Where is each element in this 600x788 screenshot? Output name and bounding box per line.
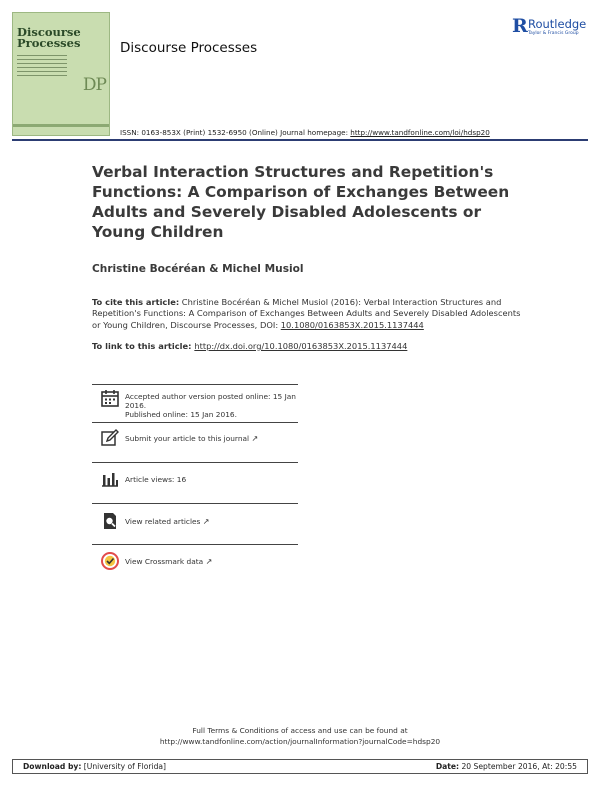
downloaded-by-label: Download by: — [23, 762, 82, 771]
submit-article-link[interactable]: Submit your article to this journal — [125, 434, 250, 443]
terms-line: Full Terms & Conditions of access and use can be found at — [192, 726, 408, 735]
journal-name: Discourse Processes — [120, 40, 258, 56]
cover-title-line1: Discourse — [17, 25, 81, 39]
related-articles-row[interactable] — [92, 511, 298, 537]
external-link-icon: ↗ — [205, 557, 213, 566]
cover-band — [13, 124, 109, 127]
bar-chart-icon — [100, 469, 120, 489]
info-separator — [92, 422, 298, 423]
submit-article-row[interactable] — [92, 428, 298, 454]
external-link-icon: ↗ — [251, 434, 259, 443]
published-date: Published online: 15 Jan 2016. — [125, 410, 237, 420]
related-articles-link[interactable]: View related articles — [125, 517, 201, 526]
cover-decoration — [17, 55, 67, 79]
cover-title — [17, 27, 81, 49]
article-link-block — [92, 341, 407, 351]
header-divider — [12, 139, 588, 141]
publication-dates — [92, 388, 298, 422]
citation-label: To cite this article: — [92, 297, 180, 307]
publisher-name: Routledge — [528, 17, 587, 31]
edit-icon — [100, 428, 120, 448]
download-info-box — [12, 759, 588, 774]
article-url-link[interactable]: http://dx.doi.org/10.1080/0163853X.2015.1137444 — [194, 341, 408, 351]
publisher-subtitle: Taylor & Francis Group — [528, 31, 579, 36]
issn-text: ISSN: 0163-853X (Print) 1532-6950 (Online) Journal homepage: — [120, 128, 351, 137]
calendar-icon — [100, 388, 120, 408]
link-label: To link to this article: — [92, 341, 195, 351]
terms-url-link[interactable]: http://www.tandfonline.com/action/journalInformation?journalCode=hdsp20 — [159, 736, 441, 746]
cover-title-line2: Processes — [17, 36, 81, 50]
doi-link[interactable]: 10.1080/0163853X.2015.1137444 — [280, 319, 424, 330]
download-date-label: Date: — [435, 762, 460, 771]
download-date-value: 20 September 2016, At: 20:55 — [459, 762, 577, 771]
download-date — [436, 762, 577, 771]
article-title: Verbal Interaction Structures and Repetition's Functions: A Comparison of Exchanges Between Adults and Severely Disabled Adolescents or Young Children — [92, 163, 510, 241]
crossmark-link[interactable]: View Crossmark data — [125, 557, 204, 566]
info-separator — [92, 462, 298, 463]
external-link-icon: ↗ — [202, 517, 210, 526]
info-separator — [92, 544, 298, 545]
citation-block — [92, 297, 522, 331]
issn-line — [120, 128, 490, 137]
downloaded-by-value: [University of Florida] — [81, 762, 167, 771]
citation-text: Christine Bocéréan & Michel Musiol (2016): Verbal Interaction Structures and Repetition's Functions: A Comparison of Exchanges Between Adults and Severely Disabled Adolescents or Young Children, Discourse Processes, DOI: — [92, 297, 521, 330]
info-separator — [92, 384, 298, 385]
journal-homepage-link[interactable]: http://www.tandfonline.com/loi/hdsp20 — [350, 128, 490, 137]
cover-badge: DP — [82, 75, 106, 95]
downloaded-by — [23, 762, 166, 771]
info-separator — [92, 503, 298, 504]
crossmark-row[interactable] — [92, 551, 298, 577]
terms-footer — [0, 726, 600, 747]
article-views: Article views: 16 — [125, 475, 187, 484]
search-document-icon — [100, 511, 120, 531]
article-authors: Christine Bocéréan & Michel Musiol — [92, 263, 304, 275]
accepted-date: Accepted author version posted online: 15 Jan 2016. — [125, 392, 296, 411]
routledge-r-icon: R — [512, 15, 528, 37]
journal-cover — [12, 12, 110, 136]
crossmark-icon — [100, 551, 120, 571]
article-views-row — [92, 469, 298, 495]
